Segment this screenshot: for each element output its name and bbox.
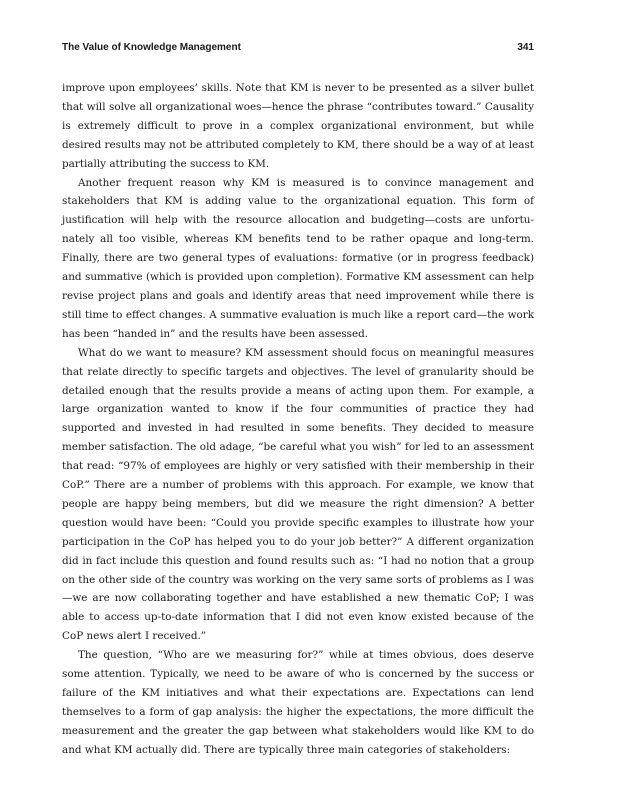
paragraph-continued: improve upon employees’ skills. Note that KM is never to be presented as a silver bullet that will solve all organizational woes—hence the phrase “contributes toward.” Causality is extremely difficult to prove in a complex organizational environment, but while desired results may not be attributed completely to KM, there should be a way of at least partially attributing the success to KM.: [62, 82, 534, 170]
chapter-title: The Value of Knowledge Management: [62, 42, 241, 53]
paragraph-justification: Another frequent reason why KM is measured is to convince management and stakeholders that KM is adding value to the organizational equation. This form of justification will help with the resource allocation and budgeting—costs are unfortunately all too visible, whereas KM benefits tend to be rather opaque and long-term. Finally, there are two general types of evaluations: formative (or in progress feedback) and summative (which is provided upon completion). Formative KM assessment can help revise project plans and goals and identify areas that need improvement while there is still time to effect changes. A summative evaluation is much like a report card—the work has been “handed in” and the results have been assessed.: [62, 176, 534, 340]
page-number: 341: [517, 42, 534, 53]
paragraph-what-to-measure: What do we want to measure? KM assessment should focus on meaningful measures that relate directly to specific targets and objectives. The level of granularity should be detailed enough that the results provide a means of acting upon them. For example, a large organization wanted to know if the four communities of practice they had supported and invested in had resulted in some benefits. They decided to measure member satisfaction. The old adage, “be careful what you wish” for led to an assessment that read: “97% of employees are highly or very satisfied with their membership in their CoP.” There are a number of problems with this approach. For example, we know that people are happy being members, but did we measure the right dimension? A better question would have been: “Could you provide specific examples to illustrate how your participation in the CoP has helped you to do your job better?” A different organization did in fact include this question and found results such as: “I had no notion that a group on the other side of the country was working on the very same sorts of problems as I was—we are now collaborating together and have established a new thematic CoP; I was able to access up-to-date information that I did not even know existed because of the CoP news alert I received.”: [62, 346, 534, 643]
running-head: [62, 42, 534, 56]
paragraph-who-measuring-for: The question, “Who are we measuring for?” while at times obvious, does deserve some attention. Typically, we need to be aware of who is concerned by the success or failure of the KM initiatives and what their expectations are. Expectations can lend themselves to a form of gap analysis: the higher the expectations, the more difficult the measurement and the greater the gap between what stakeholders would like KM to do and what KM actually did. There are typically three main categories of stakeholders:: [62, 649, 534, 756]
body-text: [62, 79, 534, 760]
